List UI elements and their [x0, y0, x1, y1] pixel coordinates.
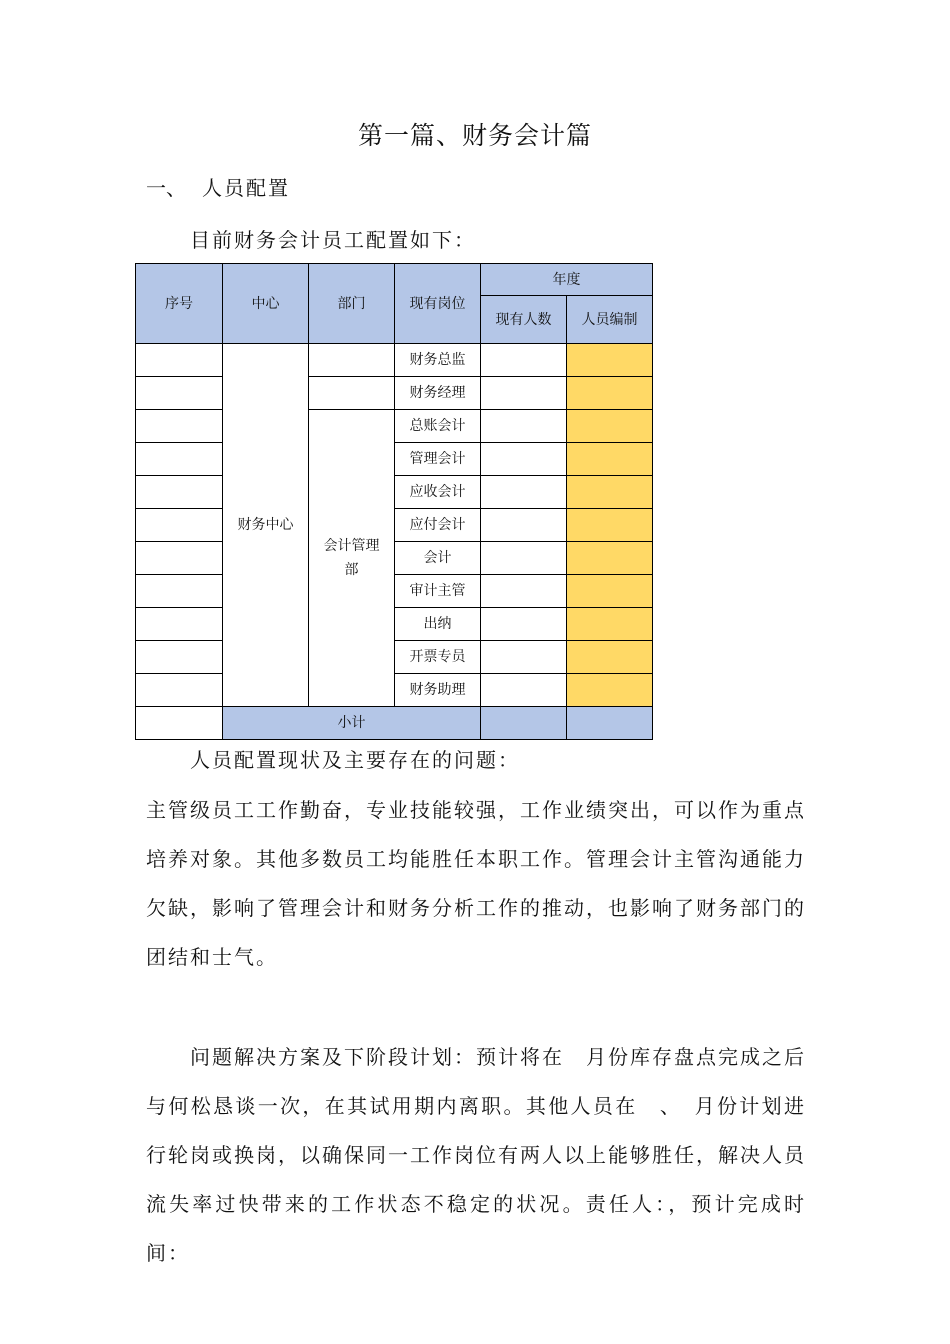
intro-text: 目前财务会计员工配置如下：: [190, 228, 476, 252]
count-cell: [481, 377, 567, 410]
dept-cell: [309, 344, 395, 377]
quota-cell: [567, 674, 653, 707]
seq-cell: [136, 608, 223, 641]
staff-table: [135, 263, 653, 740]
count-cell: [481, 509, 567, 542]
page-title: 第一篇、财务会计篇: [357, 121, 592, 150]
position-cell: 财务经理: [395, 377, 481, 410]
count-cell: [481, 476, 567, 509]
position-cell: 管理会计: [395, 443, 481, 476]
header-quota: 人员编制: [567, 296, 653, 344]
quota-cell: [567, 575, 653, 608]
position-cell: 财务助理: [395, 674, 481, 707]
section-number: 一、: [146, 176, 186, 200]
count-cell: [481, 575, 567, 608]
subtotal-count: [481, 707, 567, 740]
quota-cell: [567, 476, 653, 509]
header-current-count: 现有人数: [481, 296, 567, 344]
count-cell: [481, 641, 567, 674]
quota-cell: [567, 641, 653, 674]
position-cell: 财务总监: [395, 344, 481, 377]
position-cell: 会计: [395, 542, 481, 575]
seq-cell: [136, 542, 223, 575]
subtotal-quota: [567, 707, 653, 740]
count-cell: [481, 443, 567, 476]
position-cell: 审计主管: [395, 575, 481, 608]
dept-cell: [309, 377, 395, 410]
seq-cell: [136, 707, 223, 740]
analysis-paragraph: 主管级员工工作勤奋，专业技能较强，工作业绩突出，可以作为重点培养对象。其他多数员工均能胜任本职工作。管理会计主管沟通能力欠缺，影响了管理会计和财务分析工作的推动，也影响了财务部门的团结和士气。: [146, 798, 806, 969]
quota-cell: [567, 377, 653, 410]
center-cell: 财务中心: [223, 344, 309, 707]
position-cell: 开票专员: [395, 641, 481, 674]
seq-cell: [136, 674, 223, 707]
quota-cell: [567, 542, 653, 575]
header-dept: 部门: [309, 264, 395, 344]
seq-cell: [136, 410, 223, 443]
position-cell: 总账会计: [395, 410, 481, 443]
count-cell: [481, 608, 567, 641]
seq-cell: [136, 641, 223, 674]
plan-paragraph: 问题解决方案及下阶段计划：预计将在 月份库存盘点完成之后与何松恳谈一次，在其试用期内离职。其他人员在 、 月份计划进行轮岗或换岗，以确保同一工作岗位有两人以上能够胜任，解决人员流失率过快带来的工作状态不稳定的状况。责任人：，预计完成时间：: [146, 1045, 806, 1265]
quota-cell: [567, 344, 653, 377]
position-cell: 应收会计: [395, 476, 481, 509]
dept-cell-accounting: [309, 410, 395, 707]
header-year: 年度: [481, 264, 653, 296]
quota-cell: [567, 608, 653, 641]
header-position: 现有岗位: [395, 264, 481, 344]
count-cell: [481, 410, 567, 443]
section-title: 人员配置: [202, 176, 290, 200]
quota-cell: [567, 509, 653, 542]
quota-cell: [567, 410, 653, 443]
analysis-heading: 人员配置现状及主要存在的问题：: [190, 748, 520, 772]
quota-cell: [567, 443, 653, 476]
seq-cell: [136, 476, 223, 509]
dept-name: 会计管理部: [323, 538, 380, 578]
count-cell: [481, 542, 567, 575]
seq-cell: [136, 443, 223, 476]
count-cell: [481, 344, 567, 377]
seq-cell: [136, 509, 223, 542]
count-cell: [481, 674, 567, 707]
seq-cell: [136, 377, 223, 410]
position-cell: 出纳: [395, 608, 481, 641]
header-center: 中心: [223, 264, 309, 344]
seq-cell: [136, 344, 223, 377]
seq-cell: [136, 575, 223, 608]
subtotal-label: 小计: [223, 707, 481, 740]
position-cell: 应付会计: [395, 509, 481, 542]
header-seq: 序号: [136, 264, 223, 344]
